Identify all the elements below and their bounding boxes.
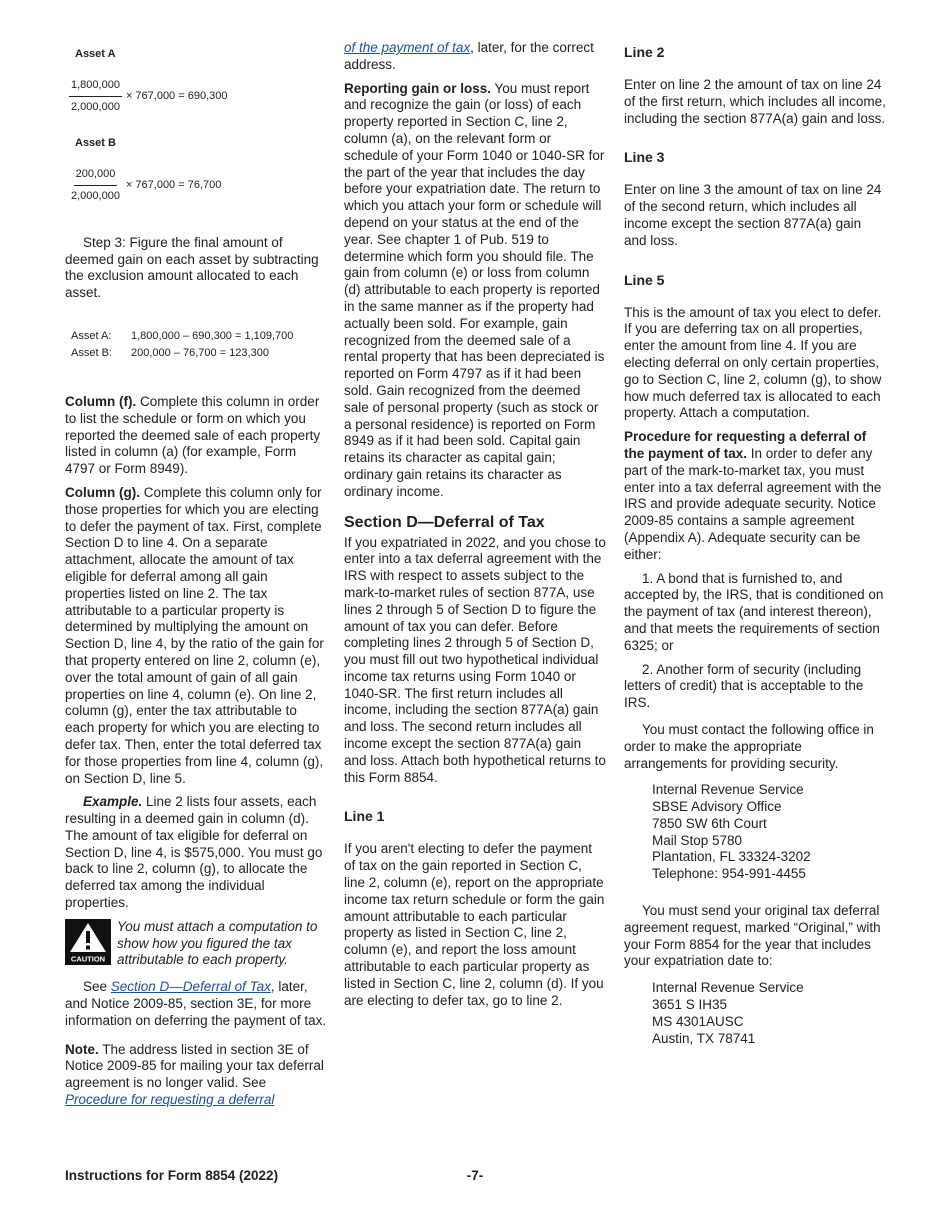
step3-paragraph: Step 3: Figure the final amount of deemed gain on each asset by subtracting the exclusion amount allocated to each asset.	[65, 234, 319, 301]
column-f-text: Complete this column in order to list the schedule or form on which you reported the deemed sale of each property listed in column (a) (for example, Form 4797 or Form 8949).	[65, 393, 321, 477]
caution-box	[65, 919, 328, 969]
page-number: -7-	[466, 1168, 484, 1183]
section-d-paragraph: If you expatriated in 2022, and you chose to enter into a tax deferral agreement with the IRS with respect to assets subject to the mark-to-market rules of section 877A, use lines 2 through 5 of Section D to figure the amount of tax you can defer. Before completing lines 2 through 5 of Section D, you must fill out two hypothetical individual income tax returns using Form 1040 or 1040-SR. The first return includes all income, including the section 877A(a) gain and loss. The second return includes all income except the section 877A(a) gain and loss. Attach both hypothetical returns to this Form 8854.	[344, 534, 606, 785]
see-suffix: , later, and Notice 2009-85, section 3E, for more information on deferring the payment of tax.	[65, 979, 327, 1028]
line1-paragraph: If you aren't electing to defer the payment of tax on the gain reported in Section C, line 2, column (e), report on the appropriate income tax return schedule or form the gain amount attributable to each particular property as listed in Section C, line 2, column (e), and report the loss amount attributable to each particular property as listed in Section C, line 2, column (d). If you are electing to defer tax, go to line 2.	[344, 841, 605, 1008]
address-line: Internal Revenue Service	[652, 782, 804, 798]
asset-b-label: Asset B	[75, 137, 116, 150]
reporting-heading: Reporting gain or loss.	[344, 80, 492, 96]
table-row-label: Asset B:	[71, 346, 112, 359]
mailing-address	[652, 980, 886, 1047]
contact-paragraph: You must contact the following office in order to make the appropriate arrangements for providing security.	[624, 721, 874, 771]
footer-title: Instructions for Form 8854 (2022)	[65, 1168, 279, 1183]
table-row	[71, 345, 328, 362]
address-line: MS 4301AUSC	[652, 1013, 744, 1029]
asset-a-fraction	[69, 77, 122, 116]
reporting-paragraph	[344, 81, 606, 501]
continuation-paragraph	[344, 40, 606, 74]
asset-b-fraction	[69, 166, 122, 205]
procedure-heading: Procedure for requesting a deferral of the payment of tax.	[624, 429, 867, 461]
procedure-paragraph	[624, 429, 886, 563]
reporting-text: You must report and recognize the gain (or loss) of each property reported in Section C, line 2, column (a), on the relevant form or schedule of your Form 1040 or 1040-SR for the part of the year that includes the day before your expatriation date. The return to which you attach your form or schedule will depend on your status at the end of the year. See chapter 1 of Pub. 519 to determine which form you should file. The gain from column (e) or loss from column (d) attributable to each property is reported in the same manner as if the property had actually been sold. For example, gain recognized from the deemed sale of a rental property that has been depreciated is reported on Form 4797 as if it had been sold. Gain recognized from the deemed sale of personal property (such as stock or a personal residence) is reported on Form 8949 as if it had been sold. Capital gain retains its character as capital gain; ordinary gain retains its character as ordinary income.	[344, 80, 605, 499]
example-heading: Example.	[83, 794, 143, 810]
column-2	[344, 40, 606, 1016]
line1-title: Line 1	[344, 808, 385, 825]
caution-text: You must attach a computation to show how you figured the tax attributable to each property.	[117, 918, 318, 968]
column-g-heading: Column (g).	[65, 484, 140, 500]
table-row-value: 200,000 – 76,700 = 123,300	[131, 346, 269, 359]
continuation-text: , later, for the correct address.	[344, 40, 594, 72]
line5-title: Line 5	[624, 271, 665, 288]
line3-title: Line 3	[624, 149, 665, 166]
note-heading: Note.	[65, 1041, 99, 1057]
line5-paragraph: This is the amount of tax you elect to defer. If you are deferring tax on all properties, enter the amount from line 4. If you are electing deferral on only certain properties, go to Section C, line 2, column (g), to show how much deferred tax is allocated to each property. Attach a computation.	[624, 304, 882, 421]
caution-word: CAUTION	[70, 954, 106, 964]
column-g-paragraph	[65, 485, 328, 787]
list-item: 2. Another form of security (including letters of credit) that is acceptable to the IRS.	[624, 661, 864, 711]
note-text: The address listed in section 3E of Notice 2009-85 for mailing your tax deferral agreement is no longer valid. See	[65, 1041, 324, 1091]
asset-a-result: × 767,000 = 690,300	[125, 89, 228, 102]
example-paragraph	[65, 794, 328, 912]
table-row	[71, 328, 328, 345]
line2-title: Line 2	[624, 44, 665, 60]
asset-b-formula	[69, 166, 328, 205]
address-line: Plantation, FL 33324-3202	[652, 849, 811, 865]
line3-paragraph: Enter on line 3 the amount of tax on line 24 of the second return, which includes all income except the section 877A(a) gain and loss.	[624, 182, 882, 248]
note-paragraph	[65, 1042, 328, 1109]
asset-a-formula	[69, 77, 328, 116]
procedure-link[interactable]: Procedure for requesting a deferral	[65, 1092, 275, 1108]
column-g-text: Complete this column only for those properties for which you are electing to defer the payment of tax. First, complete Section D to line 4. On a separate attachment, allocate the amount of tax eligible for deferral among all gain properties listed on line 2. The tax attributable to a particular property is determined by multiplying the amount on Section D, line 4, by the ratio of the gain for that property entered on line 2, column (e), over the total amount of gain of all gain properties on line 4, column (e). On line 2, column (g), enter the tax attributable to each property for which you are electing to defer tax. Then, enter the total deferred tax for those properties from line 4, column (g), on Section D, line 5.	[65, 484, 324, 786]
table-row-value: 1,800,000 – 690,300 = 1,109,700	[131, 329, 294, 342]
asset-b-numerator: 200,000	[74, 166, 118, 186]
address-line: Austin, TX 78741	[652, 1030, 756, 1046]
address-line: 3651 S IH35	[652, 997, 728, 1013]
address-line: SBSE Advisory Office	[652, 799, 782, 815]
list-item: 1. A bond that is furnished to, and accepted by, the IRS, that is conditioned on the payment of tax (and interest thereon), and that meets the requirements of section 6325; or	[624, 570, 884, 653]
section-d-title: Section D—Deferral of Tax	[344, 513, 545, 531]
example-text: Line 2 lists four assets, each resulting in a deemed gain in column (d). The amount of tax eligible for deferral on Section D, line 4, is $575,000. You must go back to line 2, column (g), to allocate the deferred tax among the individual properties.	[65, 794, 323, 911]
address-line: 7850 SW 6th Court	[652, 815, 767, 831]
final-gain-table	[71, 328, 328, 362]
asset-a-numerator: 1,800,000	[69, 77, 122, 97]
section-d-link[interactable]: Section D—Deferral of Tax	[110, 979, 271, 995]
table-row-label: Asset A:	[71, 329, 112, 342]
column-1	[65, 40, 328, 1116]
security-office-address	[652, 782, 886, 883]
caution-icon	[65, 919, 111, 965]
asset-b-denominator: 2,000,000	[71, 189, 120, 202]
send-paragraph: You must send your original tax deferral agreement request, marked “Original,” with your Form 8854 for the year that includes your expatriation date to:	[624, 903, 881, 969]
see-prefix: See	[83, 979, 111, 995]
procedure-text: In order to defer any part of the mark-to-market tax, you must enter into a tax deferral agreement with the IRS and provide adequate security. Notice 2009-85 contains a sample agreement (Appendix A). Adequate security can be either:	[624, 445, 882, 562]
column-f-paragraph	[65, 394, 328, 478]
column-f-heading: Column (f).	[65, 393, 137, 409]
payment-of-tax-link[interactable]: of the payment of tax	[344, 40, 471, 55]
address-line: Internal Revenue Service	[652, 980, 804, 996]
address-line: Mail Stop 5780	[652, 832, 743, 848]
asset-a-label: Asset A	[75, 48, 116, 60]
see-paragraph	[65, 979, 328, 1029]
asset-a-denominator: 2,000,000	[71, 100, 120, 113]
line2-paragraph: Enter on line 2 the amount of tax on line 24 of the first return, which includes all income, including the section 877A(a) gain and loss.	[624, 77, 886, 126]
address-line: Telephone: 954-991-4455	[652, 866, 806, 882]
asset-b-result: × 767,000 = 76,700	[125, 179, 222, 192]
column-3	[624, 40, 886, 1061]
